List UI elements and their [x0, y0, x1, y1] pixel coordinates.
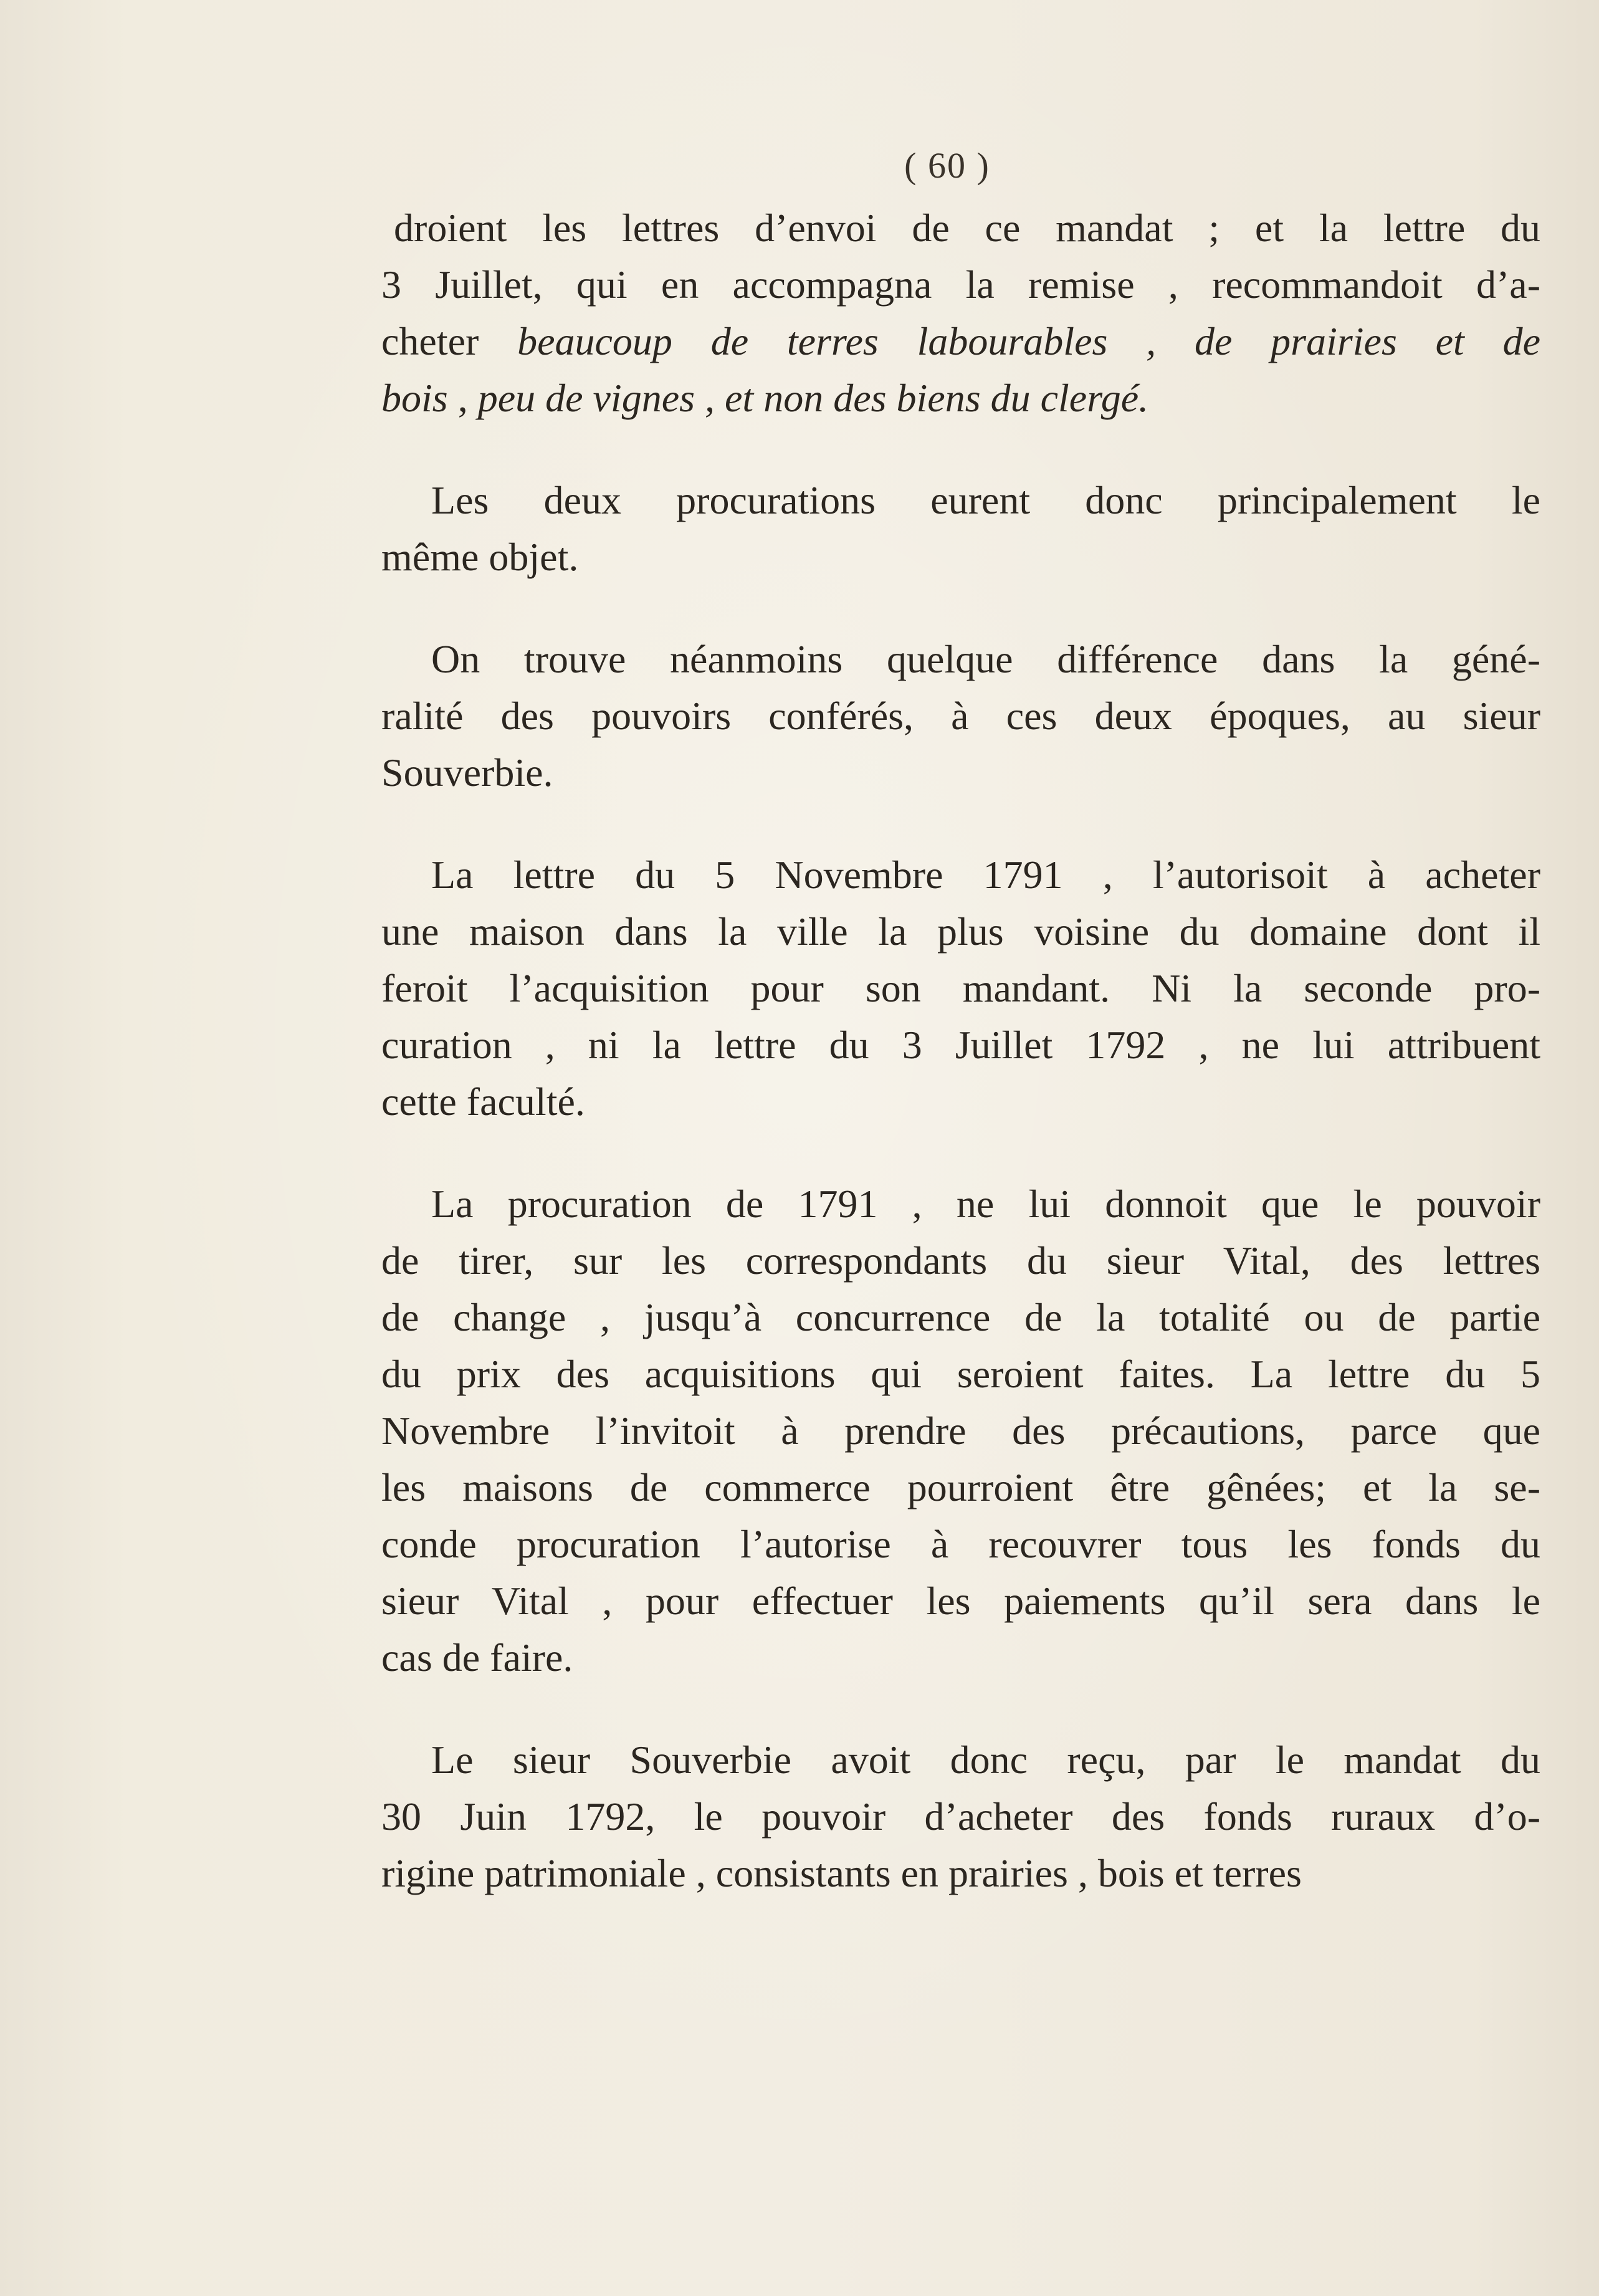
text-segment: , [447, 376, 478, 420]
text-segment: La lettre du 5 Novembre 1791 , l’autorisoit à acheter [431, 853, 1540, 897]
text-line [381, 1232, 1540, 1289]
text-segment: On trouve néanmoins quelque différence dans la géné- [431, 637, 1540, 681]
text-segment: sieur Vital , pour effectuer les paiements qu’il sera dans le [381, 1579, 1540, 1623]
text-line [381, 1629, 1540, 1686]
text-segment: feroit l’acquisition pour son mandant. Ni la seconde pro- [381, 966, 1540, 1010]
body-text [381, 199, 1540, 1901]
text-line [381, 529, 1540, 585]
text-segment: 3 Juillet, qui en accompagna la remise , recommandoit d’a- [381, 262, 1540, 307]
paragraph-1 [381, 199, 1540, 426]
text-segment: même objet. [381, 535, 579, 579]
text-segment: du prix des acquisitions qui seroient faites. La lettre du 5 [381, 1352, 1540, 1396]
text-segment: ralité des pouvoirs conférés, à ces deux époques, au sieur [381, 694, 1540, 738]
text-line [381, 370, 1540, 426]
text-line [381, 1788, 1540, 1845]
paragraph-5 [381, 1175, 1540, 1686]
text-line [381, 1731, 1540, 1788]
text-line [381, 1572, 1540, 1629]
text-segment: de tirer, sur les correspondants du sieur Vital, des lettres [381, 1238, 1540, 1283]
text-line [381, 1516, 1540, 1572]
text-segment: curation , ni la lettre du 3 Juillet 1792 , ne lui attribuent [381, 1023, 1540, 1067]
text-segment: Souverbie. [381, 750, 553, 795]
text-segment: rigine patrimoniale , consistants en prairies , bois et terres [381, 1851, 1302, 1895]
text-segment: droient les lettres d’envoi de ce mandat ; et la lettre du [394, 206, 1540, 250]
text-line [381, 631, 1540, 687]
text-line [381, 1016, 1540, 1073]
text-line [381, 313, 1540, 370]
text-segment: cas de faire. [381, 1635, 573, 1680]
text-segment: les maisons de commerce pourroient être gênées; et la se- [381, 1465, 1540, 1509]
text-segment: 30 Juin 1792, le pouvoir d’acheter des fonds ruraux d’o- [381, 1794, 1540, 1839]
text-segment: conde procuration l’autorise à recouvrer tous les fonds du [381, 1522, 1540, 1566]
text-segment: de change , jusqu’à concurrence de la totalité ou de partie [381, 1295, 1540, 1339]
text-line [381, 903, 1540, 960]
text-line [381, 1845, 1540, 1901]
italic-text: peu de vignes , et non des biens du clergé. [477, 376, 1149, 420]
text-segment: Les deux procurations eurent donc principalement le [431, 478, 1540, 522]
text-line [381, 1175, 1540, 1232]
paragraph-6 [381, 1731, 1540, 1901]
text-segment: Le sieur Souverbie avoit donc reçu, par le mandat du [431, 1738, 1540, 1782]
text-line [381, 1073, 1540, 1130]
text-line [381, 1402, 1540, 1459]
text-segment: La procuration de 1791 , ne lui donnoit que le pouvoir [431, 1182, 1540, 1226]
text-line [381, 1346, 1540, 1402]
text-line [381, 1289, 1540, 1346]
text-line [381, 846, 1540, 903]
paragraph-2 [381, 472, 1540, 585]
text-line [381, 256, 1540, 313]
text-segment: cheter [381, 319, 518, 363]
text-segment: cette faculté. [381, 1079, 585, 1124]
text-segment: une maison dans la ville la plus voisine du domaine dont il [381, 909, 1540, 954]
text-line [381, 1459, 1540, 1516]
text-line [381, 744, 1540, 801]
paragraph-4 [381, 846, 1540, 1130]
text-line [381, 199, 1540, 256]
italic-text: bois [381, 376, 448, 420]
text-line [381, 960, 1540, 1016]
text-segment: Novembre l’invitoit à prendre des précautions, parce que [381, 1409, 1540, 1453]
italic-text: beaucoup de terres labourables , de prairies et de [517, 319, 1541, 363]
paragraph-3 [381, 631, 1540, 801]
text-line [381, 687, 1540, 744]
page-number: ( 60 ) [904, 145, 990, 186]
text-line [381, 472, 1540, 529]
